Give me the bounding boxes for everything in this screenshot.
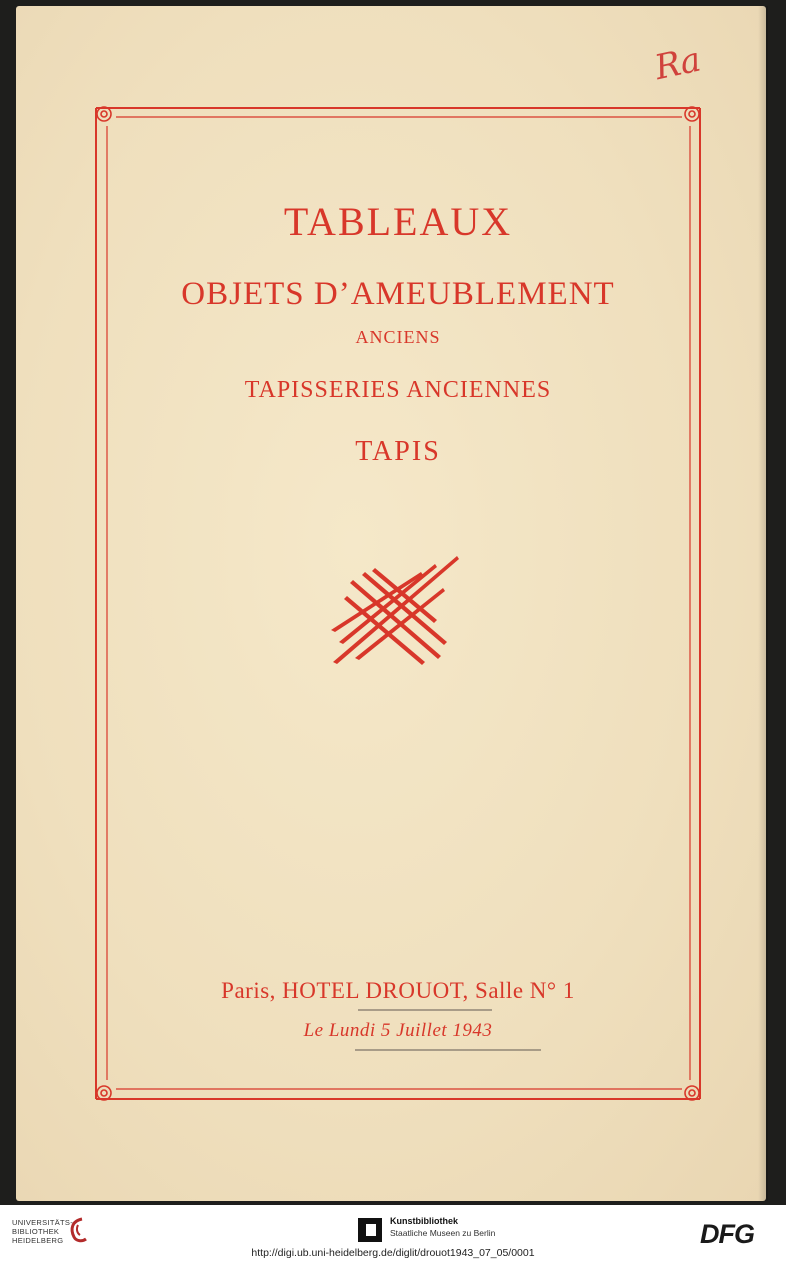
auction-venue: Paris, HOTEL DROUOT, Salle N° 1 (221, 978, 575, 1003)
permalink-url[interactable]: http://digi.ub.uni-heidelberg.de/diglit/drouot1943_07_05/0001 (251, 1247, 535, 1259)
cover-subtitle-qualifier: ANCIENS (355, 327, 441, 347)
library-name-line: UNIVERSITÄTS- (12, 1218, 73, 1227)
library-emblem-icon (68, 1217, 88, 1243)
crossed-lines-mark-icon (325, 550, 465, 670)
cover-line-tapestries: TAPISSERIES ANCIENNES (244, 377, 552, 403)
pencil-underline (358, 1009, 492, 1011)
library-name-line: HEIDELBERG (12, 1236, 64, 1245)
cover-line-carpets: TAPIS (355, 436, 441, 467)
partner-title: Kunstbibliothek (390, 1216, 458, 1226)
partner-subtitle: Staatliche Museen zu Berlin (390, 1228, 496, 1238)
pencil-underline (355, 1049, 541, 1051)
auction-date: Le Lundi 5 Juillet 1943 (303, 1020, 493, 1041)
cover-subtitle: OBJETS D’AMEUBLEMENT (181, 276, 615, 312)
dfg-logo: DFG (700, 1219, 754, 1249)
library-name-line: BIBLIOTHEK (12, 1227, 60, 1236)
handwritten-note: Ra (651, 39, 704, 89)
kunstbibliothek-logo-icon (358, 1218, 382, 1242)
digitization-footer (0, 1205, 786, 1262)
cover-title: TABLEAUX (283, 199, 513, 244)
